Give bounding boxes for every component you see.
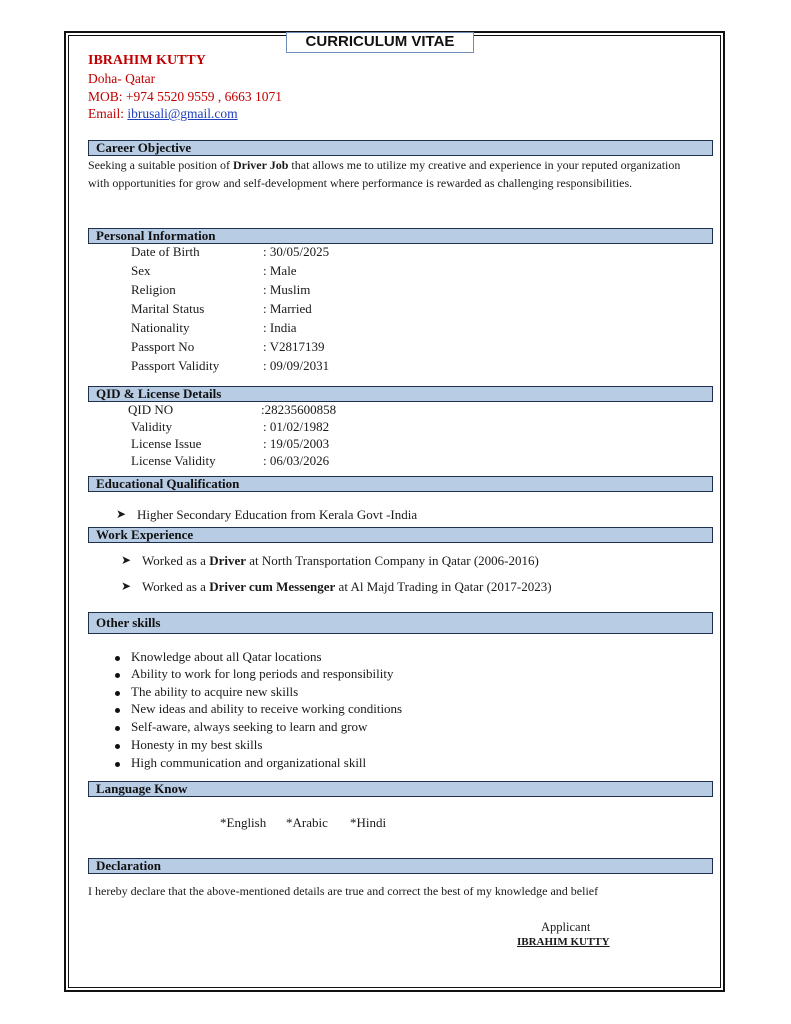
- section-other-skills: Other skills: [88, 612, 713, 634]
- skill-item: New ideas and ability to receive working conditions: [131, 701, 403, 716]
- career-text-end: that allows me to utilize my creative and experience in your reputed organization with opportunities for grow and self-development where performance is rewarded as challenging responsibilities.: [88, 158, 681, 190]
- work-item: [142, 579, 552, 595]
- qid-value: :28235600858: [261, 402, 337, 417]
- declaration-text: I hereby declare that the above-mentioned details are true and correct the best of my knowledge and belief: [88, 884, 599, 898]
- qid-label: License Issue: [131, 436, 202, 451]
- document-title: CURRICULUM VITAE: [286, 32, 474, 53]
- candidate-name: IBRAHIM KUTTY: [88, 53, 206, 68]
- bullet-icon: [115, 762, 120, 767]
- language-item: *Arabic: [286, 815, 328, 830]
- mobile-number: MOB: +974 5520 9559 , 6663 1071: [88, 89, 282, 104]
- bullet-icon: [115, 673, 120, 678]
- section-education: Educational Qualification: [88, 476, 713, 492]
- personal-label: Passport Validity: [131, 358, 220, 373]
- work-item: [142, 553, 539, 569]
- personal-label: Nationality: [131, 320, 190, 335]
- work-item-role: Driver cum Messenger: [209, 579, 336, 594]
- bullet-icon: [115, 708, 120, 713]
- section-personal-information: Personal Information: [88, 228, 713, 244]
- section-language: Language Know: [88, 781, 713, 797]
- personal-value: : 09/09/2031: [263, 358, 330, 373]
- personal-value: : Married: [263, 301, 312, 316]
- arrow-bullet-icon: ➤: [121, 553, 132, 567]
- qid-label: QID NO: [128, 402, 174, 417]
- bullet-icon: [115, 691, 120, 696]
- work-item-role: Driver: [209, 553, 246, 568]
- bullet-icon: [115, 726, 120, 731]
- arrow-bullet-icon: ➤: [121, 579, 132, 593]
- section-declaration: Declaration: [88, 858, 713, 874]
- email-link[interactable]: ibrusali@gmail.com: [127, 106, 238, 121]
- skill-item: Self-aware, always seeking to learn and grow: [131, 719, 368, 734]
- applicant-name: IBRAHIM KUTTY: [517, 936, 610, 948]
- skill-item: Honesty in my best skills: [131, 737, 263, 752]
- work-item-prefix: Worked as a: [142, 553, 210, 568]
- qid-value: : 19/05/2003: [263, 436, 330, 451]
- career-text-start: Seeking a suitable position of: [88, 158, 233, 172]
- personal-value: : Muslim: [263, 282, 311, 297]
- personal-label: Date of Birth: [131, 244, 200, 259]
- personal-value: : India: [263, 320, 297, 335]
- skill-item: Ability to work for long periods and responsibility: [131, 666, 394, 681]
- career-job-title: Driver Job: [232, 158, 289, 172]
- language-item: *Hindi: [350, 815, 387, 830]
- email-label: Email:: [88, 106, 128, 121]
- arrow-bullet-icon: ➤: [116, 507, 127, 521]
- personal-label: Religion: [131, 282, 176, 297]
- work-item-detail: at Al Majd Trading in Qatar (2017-2023): [335, 579, 552, 594]
- personal-value: : Male: [263, 263, 297, 278]
- bullet-icon: [115, 744, 120, 749]
- personal-label: Marital Status: [131, 301, 205, 316]
- work-item-detail: at North Transportation Company in Qatar (2006-2016): [246, 553, 539, 568]
- personal-label: Passport No: [131, 339, 195, 354]
- section-qid-license: QID & License Details: [88, 386, 713, 402]
- education-item: Higher Secondary Education from Kerala Govt -India: [137, 507, 418, 522]
- skill-item: High communication and organizational skill: [131, 755, 367, 770]
- personal-label: Sex: [131, 263, 151, 278]
- career-objective-text: [88, 157, 698, 192]
- section-career-objective: Career Objective: [88, 140, 713, 156]
- language-item: *English: [220, 815, 267, 830]
- bullet-icon: [115, 656, 120, 661]
- qid-label: Validity: [131, 419, 173, 434]
- skill-item: Knowledge about all Qatar locations: [131, 649, 322, 664]
- skill-item: The ability to acquire new skills: [131, 684, 299, 699]
- qid-value: : 01/02/1982: [263, 419, 330, 434]
- personal-value: : V2817139: [263, 339, 325, 354]
- location: Doha- Qatar: [88, 71, 156, 86]
- qid-label: License Validity: [131, 453, 216, 468]
- qid-value: : 06/03/2026: [263, 453, 330, 468]
- section-work-experience: Work Experience: [88, 527, 713, 543]
- applicant-label: Applicant: [541, 920, 591, 934]
- work-item-prefix: Worked as a: [142, 579, 210, 594]
- email-line: [88, 106, 238, 122]
- personal-value: : 30/05/2025: [263, 244, 330, 259]
